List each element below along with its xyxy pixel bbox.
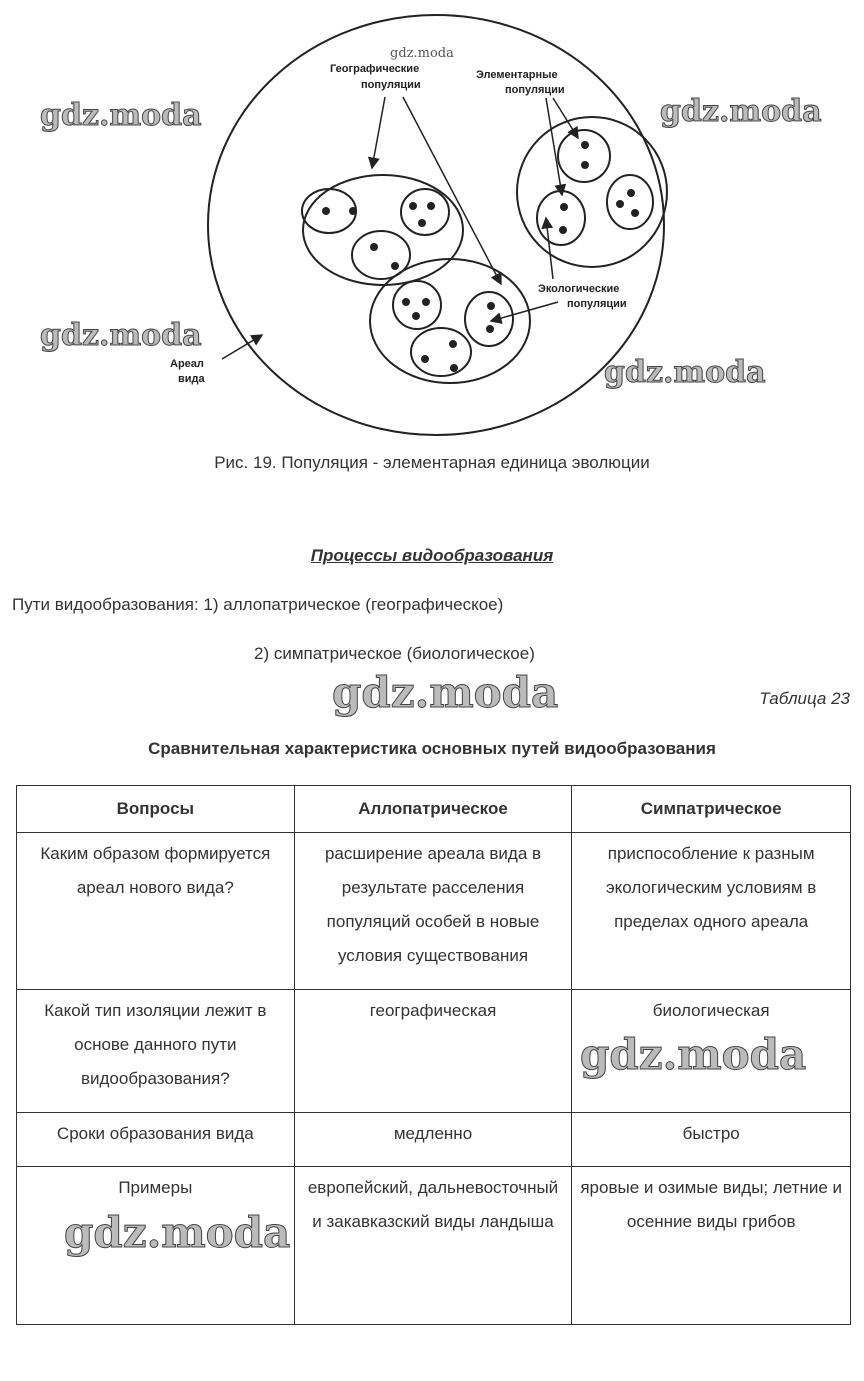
label-area-2: вида — [178, 373, 205, 385]
table-cell: медленно — [294, 1113, 572, 1167]
label-geo-2: популяции — [361, 79, 421, 91]
label-geo-1: Географические — [330, 63, 420, 75]
table-cell: Какой тип изоляции лежит в основе данного пути видообразования? — [17, 990, 295, 1113]
ways-line-1: Пути видообразования: 1) аллопатрическое (географическое) — [12, 595, 504, 614]
label-elem-1: Элементарные — [476, 69, 558, 81]
header-cell: Вопросы — [17, 786, 295, 833]
watermark: gdz.moda — [64, 1208, 291, 1257]
table-cell: европейский, дальневосточный и закавказский виды ландыша — [294, 1167, 572, 1325]
watermark: gdz.moda — [332, 668, 559, 717]
table-row — [17, 1113, 851, 1167]
header-cell: Аллопатрическое — [294, 786, 572, 833]
table-cell: Примеры — [17, 1167, 295, 1325]
table-row — [17, 833, 851, 990]
figure-caption: Рис. 19. Популяция - элементарная единица эволюции — [214, 453, 650, 472]
table-cell: географическая — [294, 990, 572, 1113]
watermark: gdz.moda — [580, 1030, 807, 1079]
table-cell: Сроки образования вида — [17, 1113, 295, 1167]
label-eco-2: популяции — [567, 298, 627, 310]
table-cell: расширение ареала вида в результате расселения популяций особей в новые условия существования — [294, 833, 572, 990]
label-eco-1: Экологические — [538, 283, 620, 295]
watermark: gdz.moda — [40, 98, 202, 133]
table-cell: яровые и озимые виды; летние и осенние виды грибов — [572, 1167, 851, 1325]
watermark: gdz.moda — [604, 355, 766, 390]
table-cell: Каким образом формируется ареал нового вида? — [17, 833, 295, 990]
header-cell: Симпатрическое — [572, 786, 851, 833]
table-cell: быстро — [572, 1113, 851, 1167]
watermark: gdz.moda — [660, 94, 822, 129]
watermark: gdz.moda — [390, 46, 454, 61]
table-header-row — [17, 786, 851, 833]
table-title: Сравнительная характеристика основных путей видообразования — [148, 739, 716, 758]
table-cell: биологическая — [572, 990, 851, 1113]
watermark: gdz.moda — [40, 318, 202, 353]
species-area — [208, 15, 664, 435]
label-area-1: Ареал — [170, 358, 204, 370]
section-heading: Процессы видообразования — [310, 546, 554, 565]
label-elem-2: популяции — [505, 84, 565, 96]
table-number: Таблица 23 — [759, 689, 850, 708]
table-cell: приспособление к разным экологическим условиям в пределах одного ареала — [572, 833, 851, 990]
ways-line-2: 2) симпатрическое (биологическое) — [254, 644, 535, 663]
